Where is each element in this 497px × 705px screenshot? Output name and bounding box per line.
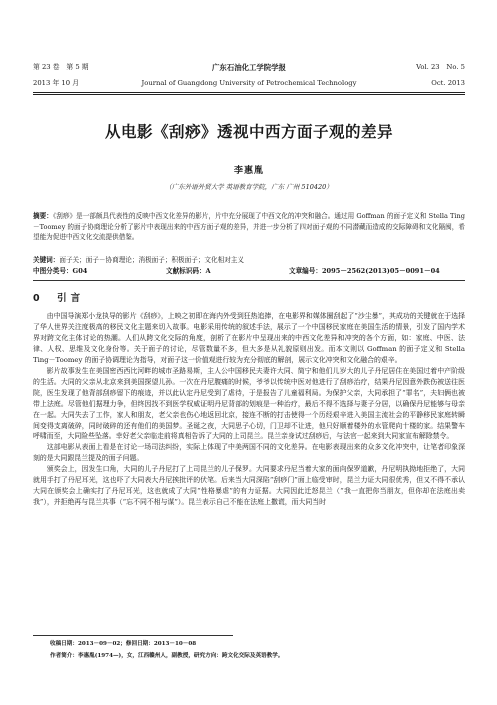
footnote-author-bio: 作者简介：李惠胤(1974—)，女，江西赣州人，副教授，研究方向：跨文化交际及英语教学。 [50,653,284,659]
keywords-text: 面子关；面子－协商理论；消极面子；积极面子；文化相对主义 [59,256,244,264]
article-number: 文章编号：2095－2562(2013)05－0091－04 [289,267,440,275]
article-author: 李惠胤 [233,166,264,176]
keywords [33,255,465,265]
header-journal-en: Journal of Guangdong University of Petrochemical Technology [141,79,357,87]
section-heading: 0 引言 [33,293,85,304]
paragraph: 由中国导演郑小龙执导的影片《刮痧》，上映之初即在海内外受到狂热追捧，在电影界和媒体圈刮起了“沙尘暴”，其成功的关键就在于选择了华人世界关注度极高的移民文化主题来切入故事。电影采用传统的叙述手法，展示了一个中国移民家庭在美国生活的情景，引发了国内学术界对跨文化主体讨论的热潮。人们从跨文化交际的角度，剖析了在影片中呈现出来的中西文化差异和冲突的各个方面，如：家庭、中医、法律、人权、思维及文化身份等。关于面子的讨论，尽管数量不多，但大多是从礼貌原则出发。而本文则以 Goffman 的面子定义和 Stella Ting－Toomey 的面子协调理论为指导，对面子这一价值观进行较为充分彻底的解剖，展示文化冲突和文化融合的艰辛。 [33,312,465,364]
header-rule-thin [33,94,465,95]
header-rule [33,92,465,93]
paragraph: 颁奖会上，因发生口角，大同的儿子丹尼打了上司昆兰的儿子保罗。大同要求丹尼当着大家的面向保罗道歉，丹尼明执拗地拒绝了，大同就用手打了丹尼耳光，这也吓了大同表大丹尼挨批评的伏笔。后来当大同深陷“刮痧门”面上临受审时，昆兰力证大同很优秀，但又不得不承认大同在颁奖会上确实打了丹尼耳光，这也就成了大同“性格暴虐”的有力证据。大同因此迁怒昆兰（“我一直把你当朋友，但你却在法庭出卖我”），并拒绝再与昆兰共事（“忘不同不相与谋”）。昆兰表示自己不能在法庭上撒谎，而大同当时 [33,465,465,507]
author-affiliation: （广东外语外贸大学 英语教育学院，广东 广州 510420） [165,183,333,191]
document-code: 文献标识码：A [166,267,211,275]
abstract-text: 《刮痧》是一部颇具代表性的反映中西文化差异的影片，片中充分展现了中西文化的冲突和融合。通过用 Goffman 的面子定义和 Stella Ting－Toomey 的面子协商理论分析了影片中表现出来的中西方面子观的差异，并进一步分析了四对面子观的不同潜藏而造成的交际障碍和文化隔阂，希望能为促进中西文化交流提供借鉴。 [33,212,465,242]
keywords-label: 关键词： [33,256,60,264]
header-date-right: Oct. 2013 [431,79,465,87]
paragraph: 这部电影从表面上看是在讨论一场司法纠纷，实际上体现了中美两国不同的文化差异。在电影表现出来的众多文化冲突中，让笔者印象深刻的是大同跟昆兰提及的面子问题。 [33,443,465,463]
header-journal-cn: 广东石油化工学院学报 [212,63,286,72]
clc-number: 中图分类号：G04 [33,267,88,275]
article-title: 从电影《刮痧》透视中西方面子观的差异 [104,123,393,141]
footnote-received: 收稿日期：2013－09－02；修回日期：2013－10－08 [50,641,197,647]
abstract-rule [33,280,465,281]
footnote-rule [33,635,233,636]
header-issue-left: 第 23 卷 第 5 期 [33,63,89,71]
header-date-left: 2013 年 10 月 [33,79,80,87]
header-issue-right: Vol. 23 No. 5 [416,63,465,71]
abstract-label: 摘要： [33,212,53,220]
abstract [33,211,465,243]
paragraph: 影片故事发生在美国密西西比河畔的城市圣路易斯，主人公中国移民夫妻许大同、简宁和他们儿岁大的儿子丹尼居住在美国过着中产阶级的生活。大同的父亲从北京来到美国探望儿孙。一次在丹尼腹痛的时候，爷爷以传统中医对他进行了刮痧治疗，结果丹尼因意外跌伤被送往医院，医生发现了他背部刮痧留下的痕迹，并以此认定丹尼受到了虐待，于是报告了儿童福利局。为保护父亲，大同承担了“罪名”，夫妇俩也被带上法庭。尽管他们据理力争，但终因找不到医学权威证明丹尼背部的划痕是一种治疗，最后不得不选择与妻子分居，以确保丹尼能够与母亲在一起。大同失去了工作，家人和朋友，老父亲也伤心地返回北京，接连不断的打击使得一个历经艰辛进入美国主流社会的平静移民家庭转瞬间变得支离破碎，同时破碎的还有他们的美国梦。圣诞之夜，大同思子心切，门卫却不让进，他只好顺着楼外的水管爬向十楼的家。结果警车呼啸而至，大同险些坠落。幸好老父亲临走前将真相告诉了大同的上司昆兰。昆兰亲身试过刮痧后，与法官一起来到大同家宣布解除禁令。 [33,366,465,441]
body-text [33,311,465,508]
